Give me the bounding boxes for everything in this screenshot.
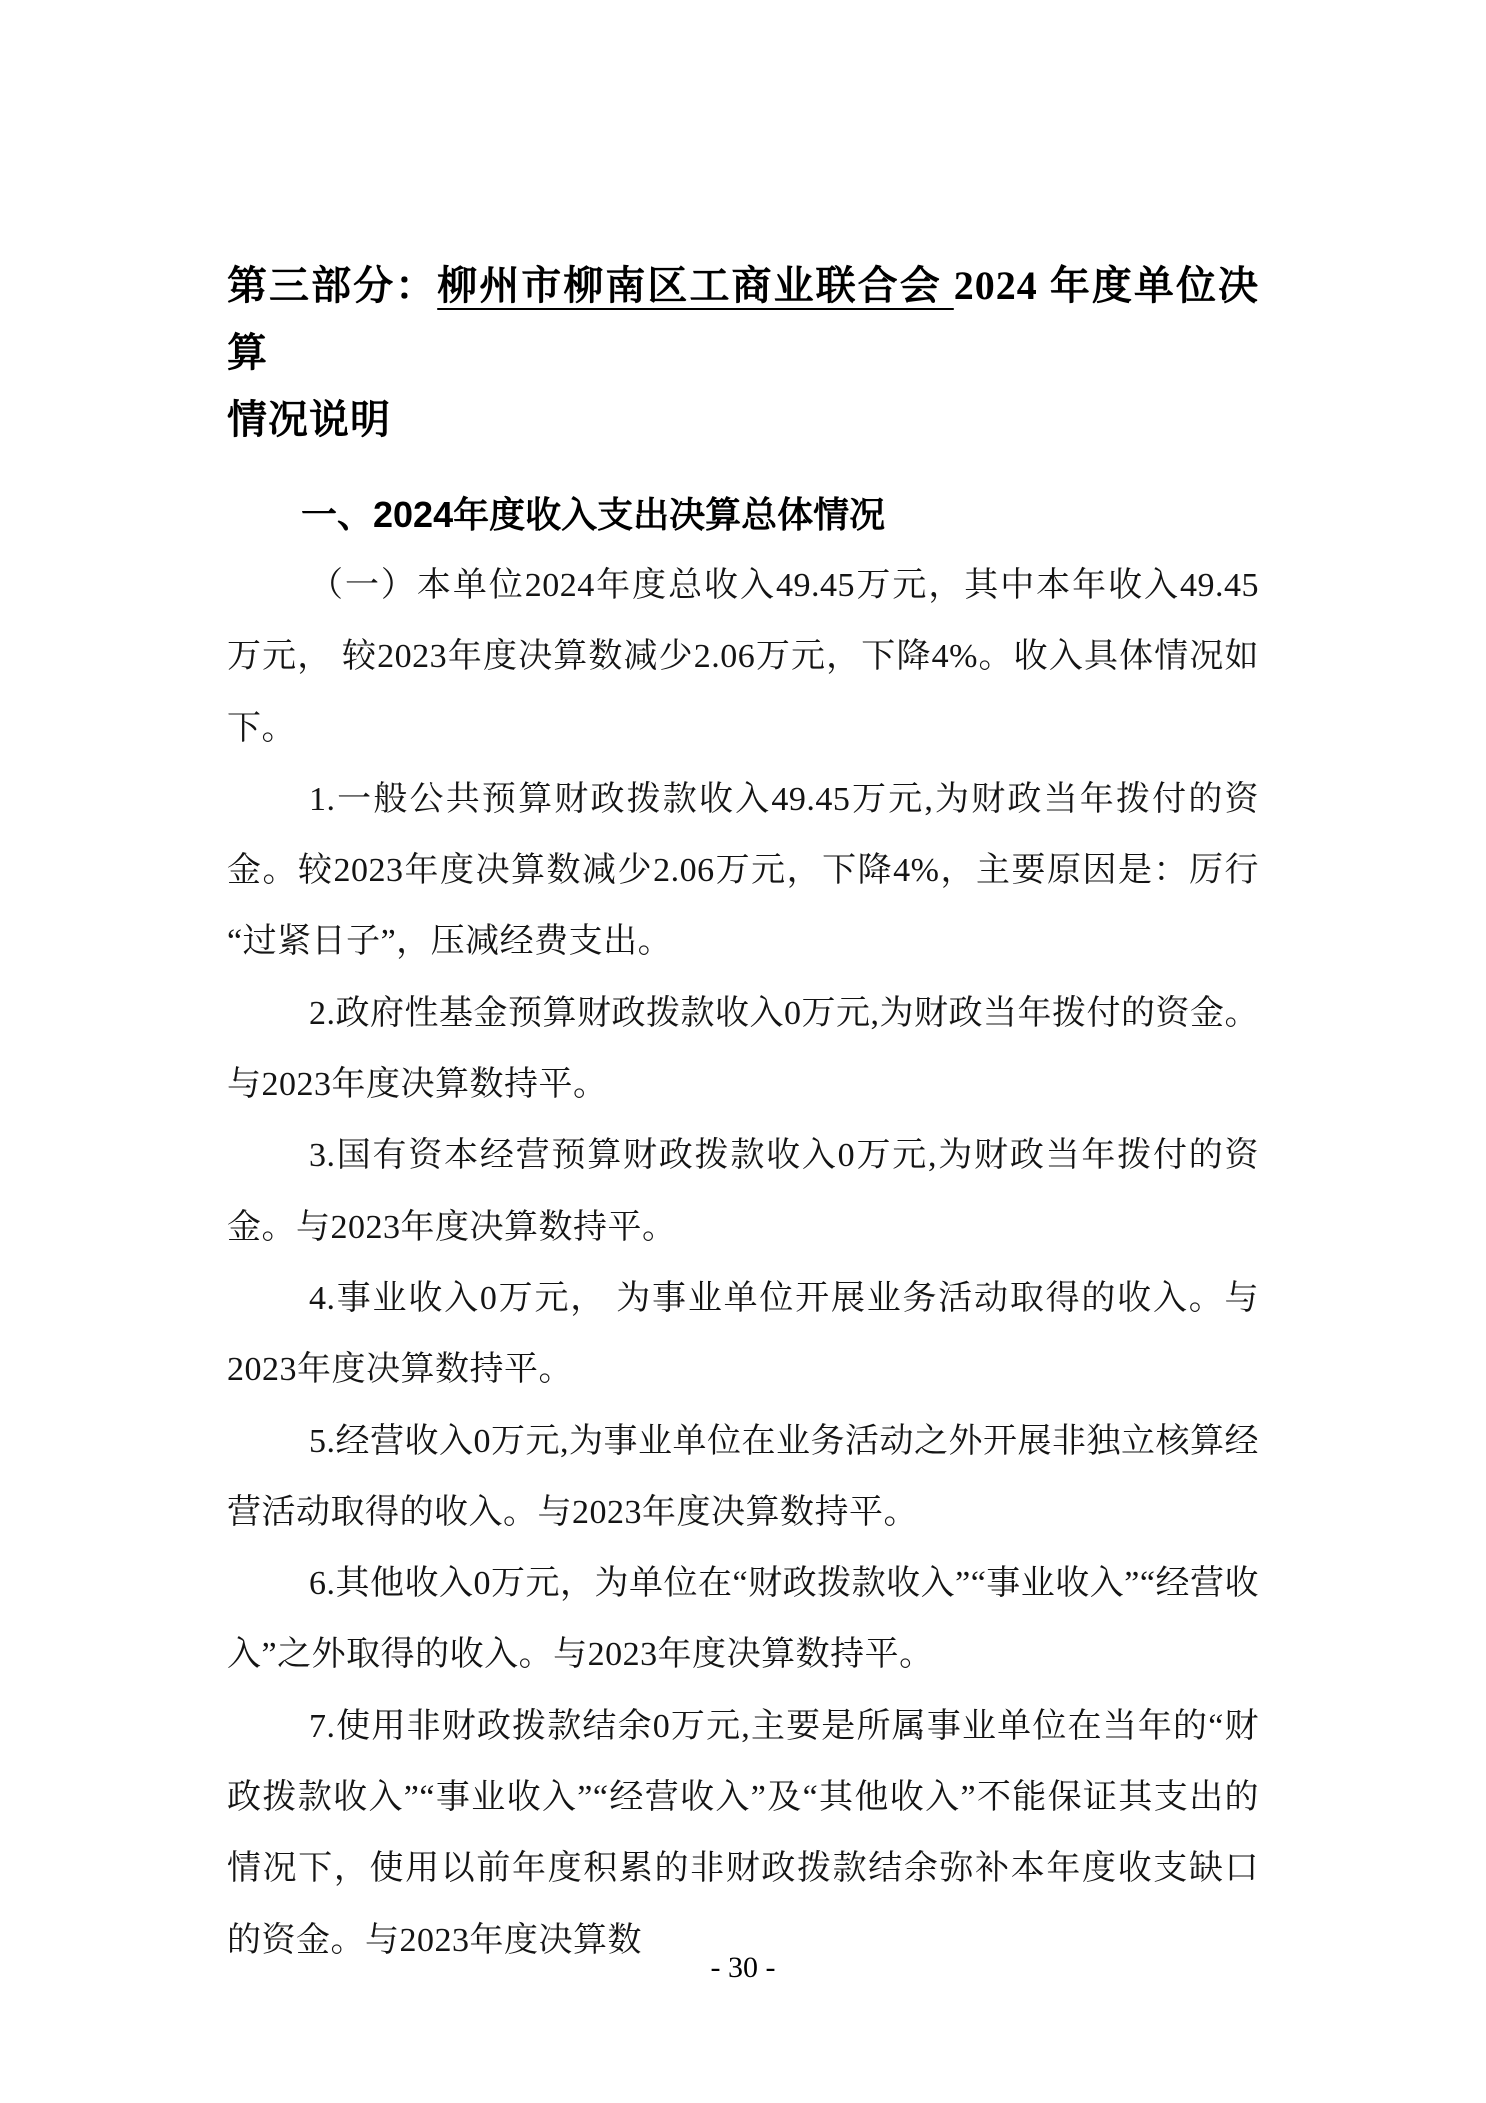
paragraph: 5.经营收入0万元,为事业单位在业务活动之外开展非独立核算经营活动取得的收入。与2023年度决算数持平。 bbox=[227, 1422, 1259, 1531]
section-heading: 一、2024年度收入支出决算总体情况 bbox=[301, 494, 886, 535]
paragraph: 4.事业收入0万元， 为事业单位开展业务活动取得的收入。与2023年度决算数持平。 bbox=[227, 1279, 1259, 1389]
paragraph: 2.政府性基金预算财政拨款收入0万元,为财政当年拨付的资金。与2023年度决算数持平。 bbox=[227, 994, 1259, 1104]
doc-title-rest: 2024 年度单位决算 bbox=[227, 263, 1260, 375]
body-text bbox=[227, 550, 1259, 1976]
doc-title-org-underlined: 柳州市柳南区工商业联合会 bbox=[437, 263, 954, 308]
page-number: - 30 - bbox=[710, 1951, 776, 1984]
paragraph: （一）本单位2024年度总收入49.45万元，其中本年收入49.45万元， 较2023年度决算数减少2.06万元，下降4%。收入具体情况如下。 bbox=[227, 567, 1259, 747]
paragraph: 6.其他收入0万元，为单位在“财政拨款收入”“事业收入”“经营收入”之外取得的收入。与2023年度决算数持平。 bbox=[227, 1565, 1259, 1674]
paragraph: 3.国有资本经营预算财政拨款收入0万元,为财政当年拨付的资金。与2023年度决算数持平。 bbox=[227, 1137, 1259, 1246]
doc-title-line2: 情况说明 bbox=[227, 397, 391, 442]
paragraph: 1.一般公共预算财政拨款收入49.45万元,为财政当年拨付的资金。较2023年度决算数减少2.06万元，下降4%，主要原因是：厉行“过紧日子”，压减经费支出。 bbox=[227, 780, 1259, 961]
document-content bbox=[227, 252, 1259, 1976]
doc-title bbox=[227, 252, 1259, 453]
paragraph: 7.使用非财政拨款结余0万元,主要是所属事业单位在当年的“财政拨款收入”“事业收入”“经营收入”及“其他收入”不能保证其支出的情况下，使用以前年度积累的非财政拨款结余弥补本年度收支缺口的资金。与2023年度决算数 bbox=[227, 1707, 1259, 1959]
doc-title-prefix: 第三部分： bbox=[227, 263, 438, 308]
